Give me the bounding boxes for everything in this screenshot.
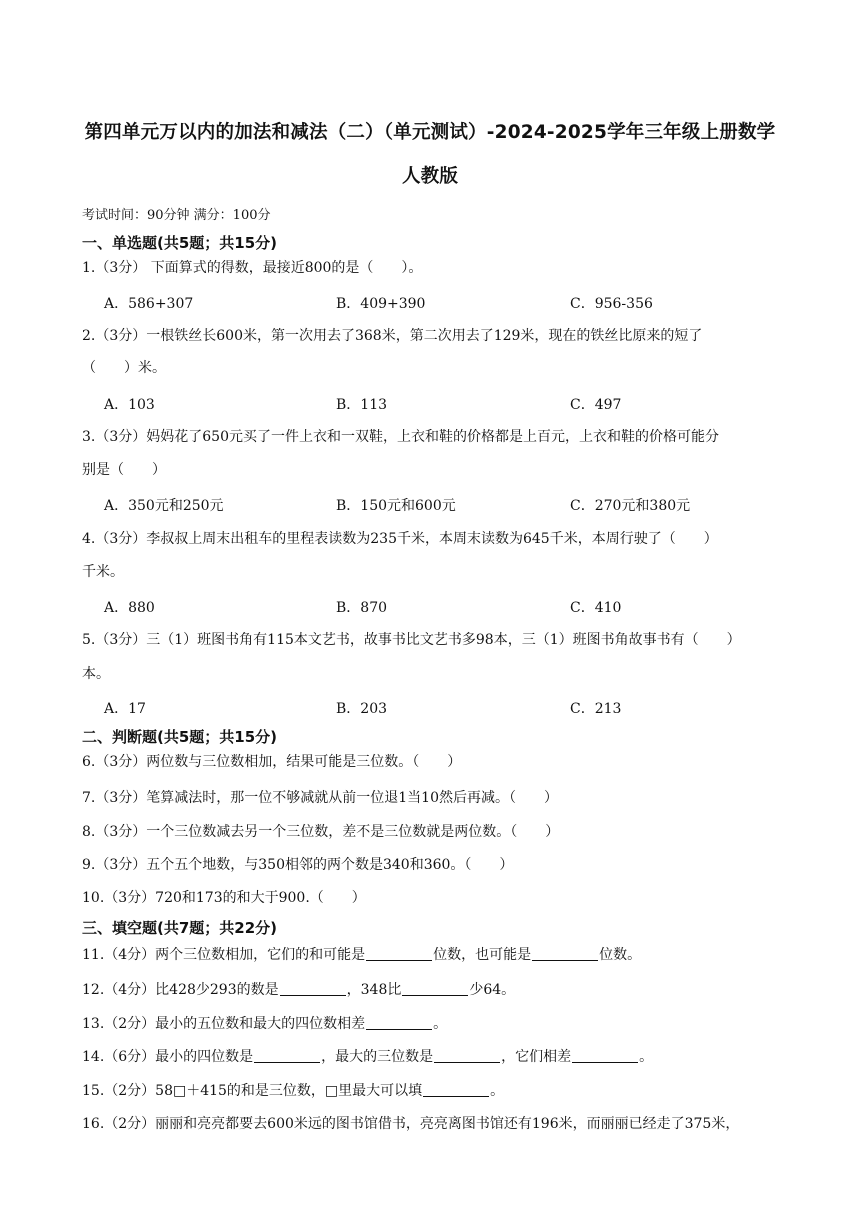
section-heading-single-choice: 一、单选题(共5题；共15分) bbox=[82, 234, 278, 252]
answer-blank[interactable] bbox=[434, 1048, 500, 1063]
q4-option-b: B．870 bbox=[336, 600, 388, 616]
q14-text-3: ，它们相差 bbox=[501, 1049, 572, 1065]
q15-text-2: 。 bbox=[490, 1083, 505, 1099]
question-9: 9.（3分）五个五个地数，与350相邻的两个数是340和360。（ ） bbox=[82, 857, 514, 873]
answer-blank[interactable] bbox=[532, 946, 598, 961]
question-2: 2.（3分）一根铁丝长600米，第一次用去了368米，第二次用去了129米，现在的铁丝比原来的短了 bbox=[82, 328, 703, 344]
q12-text-3: 少64。 bbox=[469, 982, 516, 998]
question-13 bbox=[82, 1014, 447, 1034]
page-title: 第四单元万以内的加法和减法（二）（单元测试）-2024-2025学年三年级上册数学 bbox=[84, 122, 776, 143]
q11-text-2: 位数，也可能是 bbox=[433, 947, 532, 963]
q2-option-a: A．103 bbox=[104, 397, 155, 413]
question-3-line-2: 别是（ ） bbox=[82, 462, 166, 478]
q2-option-c: C．497 bbox=[570, 397, 622, 413]
q4-option-a: A．880 bbox=[104, 600, 155, 616]
page-title-line-2: 人教版 bbox=[401, 166, 459, 187]
answer-blank[interactable] bbox=[366, 946, 432, 961]
question-7: 7.（3分）笔算减法时，那一位不够减就从前一位退1当10然后再减。（ ） bbox=[82, 790, 558, 806]
q15-text-1: 15.（2分）58□＋415的和是三位数，□里最大可以填 bbox=[82, 1083, 423, 1099]
q1-option-a: A．586+307 bbox=[104, 296, 194, 312]
question-4-line-2: 千米。 bbox=[82, 564, 124, 580]
question-14 bbox=[82, 1047, 653, 1067]
question-1: 1.（3分） 下面算式的得数，最接近800的是（ ）。 bbox=[82, 260, 423, 276]
q14-text-1: 14.（6分）最小的四位数是 bbox=[82, 1049, 254, 1065]
question-8: 8.（3分）一个三位数减去另一个三位数，差不是三位数就是两位数。（ ） bbox=[82, 824, 560, 840]
question-16: 16.（2分）丽丽和亮亮都要去600米远的图书馆借书，亮亮离图书馆还有196米，而丽丽已经走了375米， bbox=[82, 1116, 740, 1132]
q13-text-1: 13.（2分）最小的五位数和最大的四位数相差 bbox=[82, 1016, 366, 1032]
q3-option-a: A．350元和250元 bbox=[104, 498, 224, 514]
answer-blank[interactable] bbox=[366, 1015, 432, 1030]
answer-blank[interactable] bbox=[402, 981, 468, 996]
answer-blank[interactable] bbox=[572, 1048, 638, 1063]
question-10: 10.（3分）720和173的和大于900.（ ） bbox=[82, 890, 366, 906]
answer-blank[interactable] bbox=[280, 981, 346, 996]
q12-text-2: ，348比 bbox=[346, 982, 402, 998]
question-2-line-2: （ ）米。 bbox=[82, 360, 166, 376]
q14-text-4: 。 bbox=[639, 1049, 654, 1065]
question-5-line-2: 本。 bbox=[82, 666, 110, 682]
q5-option-a: A．17 bbox=[104, 701, 146, 717]
q11-text-1: 11.（4分）两个三位数相加，它们的和可能是 bbox=[82, 947, 366, 963]
q14-text-2: ，最大的三位数是 bbox=[321, 1049, 434, 1065]
question-11 bbox=[82, 945, 641, 965]
question-6: 6.（3分）两位数与三位数相加，结果可能是三位数。（ ） bbox=[82, 754, 462, 770]
question-5: 5.（3分）三（1）班图书角有115本文艺书，故事书比文艺书多98本，三（1）班图书角故事书有（ ） bbox=[82, 632, 741, 648]
q13-text-2: 。 bbox=[433, 1016, 448, 1032]
q5-option-c: C．213 bbox=[570, 701, 622, 717]
q5-option-b: B．203 bbox=[336, 701, 388, 717]
section-heading-true-false: 二、判断题(共5题；共15分) bbox=[82, 728, 278, 746]
exam-info: 考试时间：90分钟 满分：100分 bbox=[82, 208, 271, 223]
answer-blank[interactable] bbox=[423, 1082, 489, 1097]
q1-option-b: B．409+390 bbox=[336, 296, 426, 312]
question-12 bbox=[82, 980, 515, 1000]
q1-option-c: C．956-356 bbox=[570, 296, 653, 312]
q2-option-b: B．113 bbox=[336, 397, 388, 413]
question-3: 3.（3分）妈妈花了650元买了一件上衣和一双鞋，上衣和鞋的价格都是上百元，上衣和鞋的价格可能分 bbox=[82, 429, 719, 445]
answer-blank[interactable] bbox=[254, 1048, 320, 1063]
q11-text-3: 位数。 bbox=[599, 947, 642, 963]
q3-option-b: B．150元和600元 bbox=[336, 498, 456, 514]
question-4: 4.（3分）李叔叔上周末出租车的里程表读数为235千米，本周末读数为645千米，本周行驶了（ ） bbox=[82, 531, 718, 547]
section-heading-fill-in: 三、填空题(共7题；共22分) bbox=[82, 919, 278, 937]
question-15 bbox=[82, 1081, 504, 1101]
q3-option-c: C．270元和380元 bbox=[570, 498, 691, 514]
q4-option-c: C．410 bbox=[570, 600, 622, 616]
q12-text-1: 12.（4分）比428少293的数是 bbox=[82, 982, 279, 998]
